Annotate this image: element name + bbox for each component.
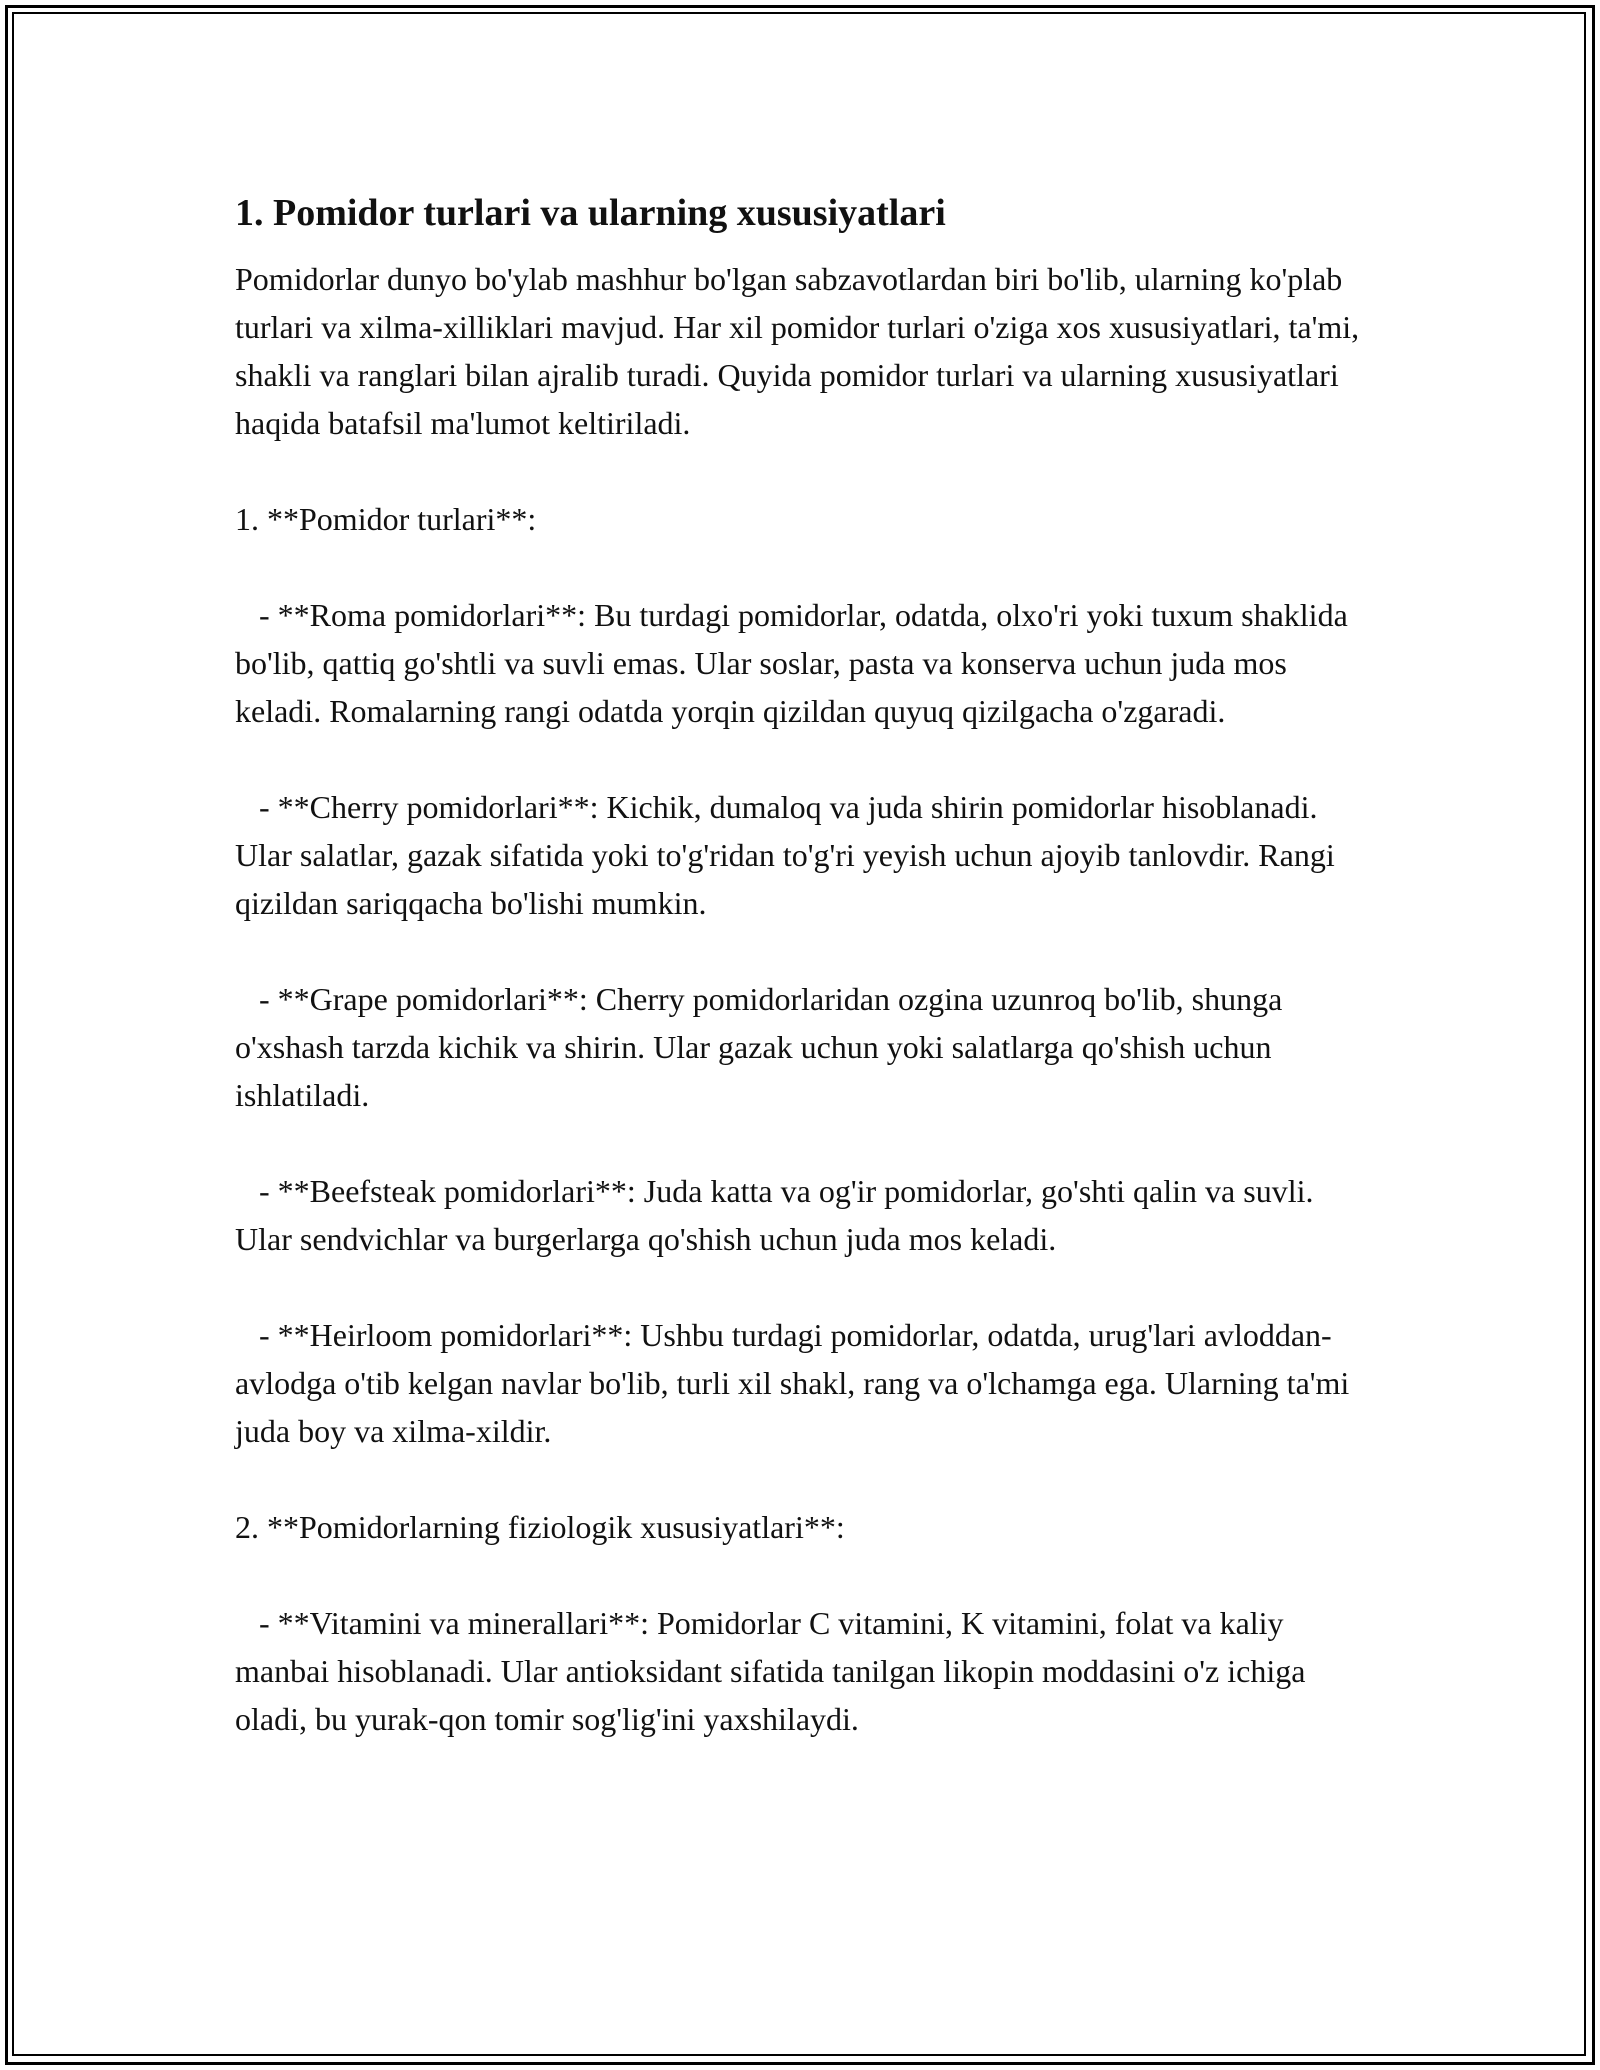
list-item-roma: - **Roma pomidorlari**: Bu turdagi pomidorlar, odatda, olxo'ri yoki tuxum shaklida bo'lib, qattiq go'shtli va suvli emas. Ular soslar, pasta va konserva uchun juda mos keladi. Romalarning rangi odatda yorqin qizildan quyuq qizilgacha o'zgaradi. — [235, 597, 1356, 729]
list-item-beefsteak: - **Beefsteak pomidorlari**: Juda katta va og'ir pomidorlar, go'shti qalin va suvli. Ular sendvichlar va burgerlarga qo'shish uchun juda mos keladi. — [235, 1173, 1322, 1257]
section-heading-pomidor-turlari: 1. **Pomidor turlari**: — [235, 501, 537, 537]
document-body — [235, 185, 1375, 1743]
list-item-vitamini: - **Vitamini va minerallari**: Pomidorlar C vitamini, K vitamini, folat va kaliy manbai hisoblanadi. Ular antioksidant sifatida tanilgan likopin moddasini o'z ichiga oladi, bu yurak-qon tomir sog'lig'ini yaxshilaydi. — [235, 1605, 1314, 1737]
list-item-grape: - **Grape pomidorlari**: Cherry pomidorlaridan ozgina uzunroq bo'lib, shunga o'xshash tarzda kichik va shirin. Ular gazak uchun yoki salatlarga qo'shish uchun ishlatiladi. — [235, 981, 1291, 1113]
document-title: 1. Pomidor turlari va ularning xususiyatlari — [235, 192, 946, 234]
list-item-cherry: - **Cherry pomidorlari**: Kichik, dumaloq va juda shirin pomidorlar hisoblanadi. Ular salatlar, gazak sifatida yoki to'g'ridan to'g'ri yeyish uchun ajoyib tanlovdir. Rangi qizildan sariqqacha bo'lishi mumkin. — [235, 789, 1343, 921]
intro-paragraph: Pomidorlar dunyo bo'ylab mashhur bo'lgan sabzavotlardan biri bo'lib, ularning ko'plab turlari va xilma-xilliklari mavjud. Har xil pomidor turlari o'ziga xos xususiyatlari, ta'mi, shakli va ranglari bilan ajralib turadi. Quyida pomidor turlari va ularning xususiyatlari haqida batafsil ma'lumot keltiriladi. — [235, 261, 1368, 441]
list-item-heirloom: - **Heirloom pomidorlari**: Ushbu turdagi pomidorlar, odatda, urug'lari avloddan-avlodga o'tib kelgan navlar bo'lib, turli xil shakl, rang va o'lchamga ega. Ularning ta'mi juda boy va xilma-xildir. — [235, 1317, 1358, 1449]
section-heading-fiziologik: 2. **Pomidorlarning fiziologik xususiyatlari**: — [235, 1509, 845, 1545]
